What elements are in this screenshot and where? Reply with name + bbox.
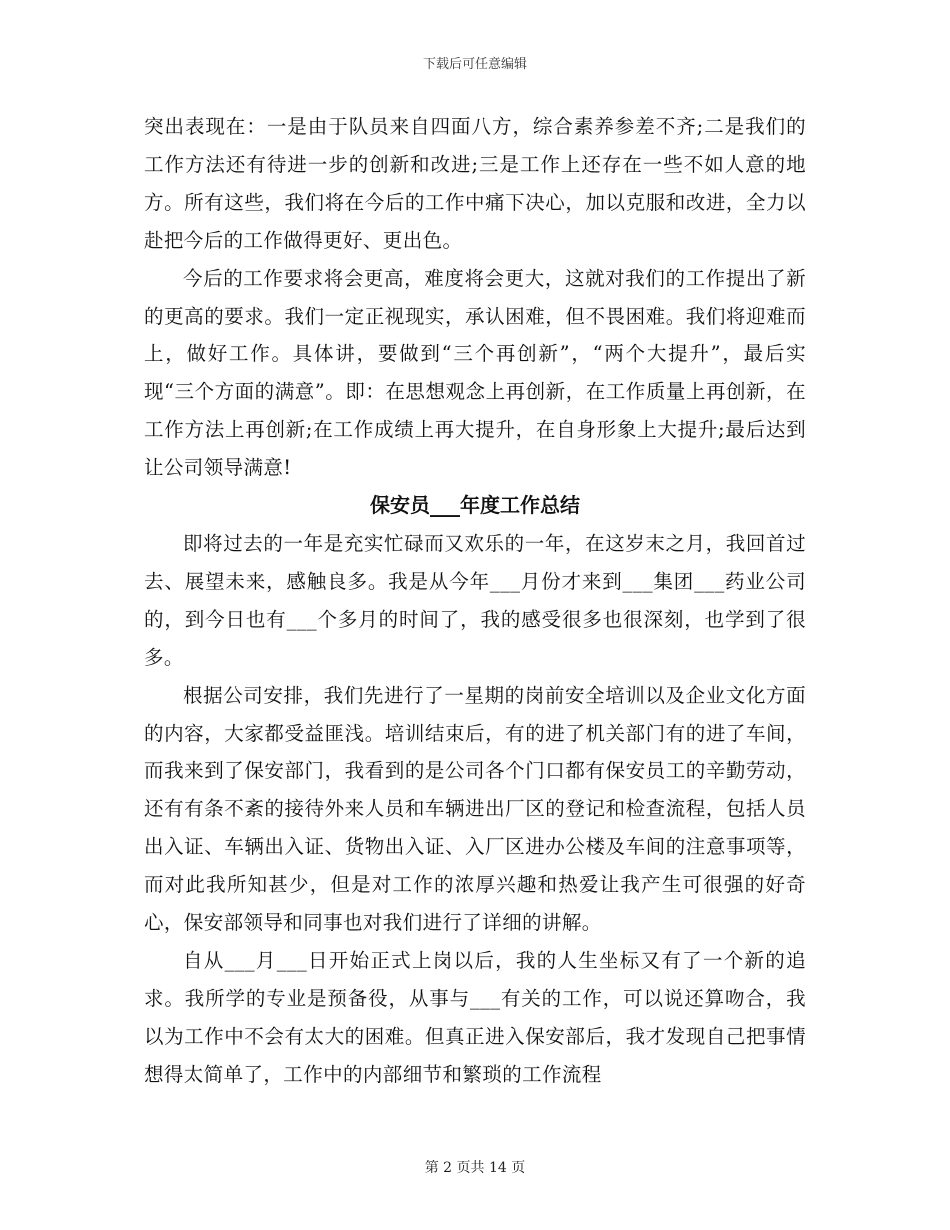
paragraph: 根据公司安排，我们先进行了一星期的岗前安全培训以及企业文化方面的内容，大家都受益匪浅。培训结束后，有的进了机关部门有的进了车间，而我来到了保安部门，我看到的是公司各个门口都有保安员工的辛勤劳动，还有有条不紊的接待外来人员和车辆进出厂区的登记和检查流程，包括人员出入证、车辆出入证、货物出入证、入厂区进办公楼及车间的注意事项等，而对此我所知甚少，但是对工作的浓厚兴趣和热爱让我产生可很强的好奇心，保安部领导和同事也对我们进行了详细的讲解。 bbox=[144, 683, 806, 935]
paragraph: 即将过去的一年是充实忙碌而又欢乐的一年，在这岁末之月，我回首过去、展望未来，感触良多。我是从今年___月份才来到___集团___药业公司的，到今日也有___个多月的时间了，我的感受很多也很深刻，也学到了很多。 bbox=[144, 531, 806, 669]
page-footer: 第 2 页共 14 页 bbox=[424, 1160, 526, 1176]
document-body bbox=[144, 108, 806, 1094]
paragraph-continued: 突出表现在：一是由于队员来自四面八方，综合素养参差不齐;二是我们的工作方法还有待进一步的创新和改进;三是工作上还存在一些不如人意的地方。所有这些，我们将在今后的工作中痛下决心，加以克服和改进，全力以赴把今后的工作做得更好、更出色。 bbox=[144, 115, 806, 252]
section-title: 保安员___年度工作总结 bbox=[370, 493, 580, 518]
paragraph: 自从___月___日开始正式上岗以后，我的人生坐标又有了一个新的追求。我所学的专业是预备役，从事与___有关的工作，可以说还算吻合，我以为工作中不会有太大的困难。但真正进入保安部后，我才发现自己把事情想得太简单了，工作中的内部细节和繁琐的工作流程 bbox=[144, 948, 806, 1086]
paragraph: 今后的工作要求将会更高，难度将会更大，这就对我们的工作提出了新的更高的要求。我们一定正视现实，承认困难，但不畏困难。我们将迎难而上，做好工作。具体讲，要做到“三个再创新”，“两个大提升”，最后实现“三个方面的满意”。即：在思想观念上再创新，在工作质量上再创新，在工作方法上再创新;在工作成绩上再大提升，在自身形象上大提升;最后达到让公司领导满意! bbox=[144, 266, 806, 480]
page-header: 下载后可任意编辑 bbox=[422, 57, 527, 72]
